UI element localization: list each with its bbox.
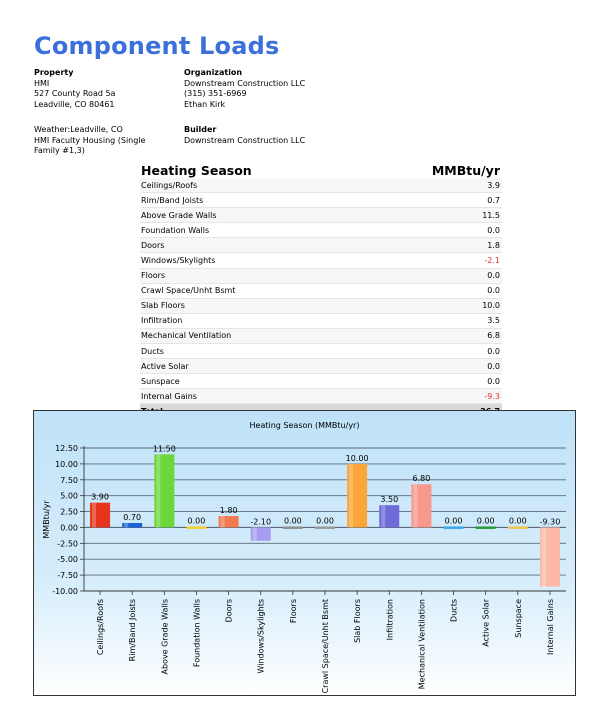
chart-x-tick-label: Sunspace <box>513 599 523 638</box>
chart-y-tick-label: -10.00 <box>52 587 78 596</box>
chart-bar-highlight <box>156 454 160 527</box>
chart-y-tick-label: -2.50 <box>57 539 78 549</box>
chart-bar <box>476 526 496 529</box>
chart-bar-highlight <box>253 527 257 540</box>
chart-bar-highlight <box>542 527 546 586</box>
chart-bar-highlight <box>92 503 96 528</box>
chart-title: Heating Season (MMBtu/yr) <box>249 421 360 430</box>
row-label: Doors <box>140 238 363 253</box>
chart-data-label: 6.80 <box>412 474 431 484</box>
organization-phone: (315) 351-6969 <box>184 89 247 98</box>
row-label: Sunspace <box>140 374 363 389</box>
row-label: Foundation Walls <box>140 223 363 238</box>
chart-data-label: 3.90 <box>91 492 109 502</box>
weather-description: HMI Faculty Housing (Single Family #1,3) <box>34 135 146 155</box>
chart-y-tick-label: 2.50 <box>60 507 78 517</box>
chart-data-label: 0.00 <box>476 516 495 526</box>
row-label: Infiltration <box>140 313 363 328</box>
chart-bar-highlight <box>349 464 353 528</box>
organization-name: Downstream Construction LLC <box>184 78 306 88</box>
chart-y-tick-label: 12.50 <box>55 444 78 453</box>
chart-data-label: 0.00 <box>508 516 527 526</box>
weather-location: Weather:Leadville, CO <box>34 125 123 134</box>
table-body <box>140 178 502 419</box>
row-value: 0.0 <box>363 223 502 238</box>
row-label: Ducts <box>140 344 363 359</box>
chart-data-label: -9.30 <box>539 517 561 527</box>
row-label: Above Grade Walls <box>140 208 363 223</box>
table-unit-heading: MMBtu/yr <box>431 162 500 178</box>
property-name: HMI <box>34 78 50 88</box>
property-heading: Property <box>34 68 74 77</box>
heating-season-chart <box>33 410 576 696</box>
organization-contact: Ethan Kirk <box>184 99 226 109</box>
table-heading: Heating Season <box>141 162 252 178</box>
table-row <box>140 298 502 313</box>
chart-bar-highlight <box>221 516 225 527</box>
row-value: -2.1 <box>363 253 502 268</box>
chart-data-label: 0.00 <box>187 516 206 526</box>
row-label: Floors <box>140 268 363 283</box>
chart-x-tick-label: Infiltration <box>385 599 395 641</box>
chart-bar <box>186 526 206 529</box>
row-value: 0.0 <box>363 344 502 359</box>
chart-y-tick-label: 5.00 <box>60 491 78 501</box>
chart-bar <box>283 526 303 529</box>
chart-y-tick-label: -7.50 <box>57 571 78 581</box>
chart-data-label: 3.50 <box>380 495 399 505</box>
chart-x-tick-label: Internal Gains <box>545 599 555 655</box>
chart-x-tick-label: Foundation Walls <box>192 599 202 668</box>
chart-x-tick-label: Above Grade Walls <box>160 599 170 675</box>
table-row <box>140 389 502 404</box>
organization-block <box>184 68 344 110</box>
property-block <box>34 68 174 110</box>
table-row <box>140 344 502 359</box>
chart-data-label: 0.00 <box>444 516 463 526</box>
chart-x-tick-label: Rim/Band Joists <box>128 599 138 662</box>
organization-heading: Organization <box>184 68 243 77</box>
table-row <box>140 283 502 298</box>
table-row <box>140 238 502 253</box>
chart-data-label: 10.00 <box>345 453 369 463</box>
chart-x-tick-label: Doors <box>224 599 234 623</box>
row-label: Mechanical Ventilation <box>140 328 363 343</box>
chart-x-tick-label: Crawl Space/Unht Bsmt <box>321 599 330 694</box>
chart-x-tick-label: Ducts <box>449 599 459 622</box>
component-loads-table <box>140 162 502 419</box>
row-value: 0.7 <box>363 193 502 208</box>
row-label: Windows/Skylights <box>140 253 363 268</box>
chart-x-tick-label: Ceilings/Roofs <box>96 599 106 656</box>
table-row <box>140 268 502 283</box>
chart-y-tick-label: -5.00 <box>57 555 78 565</box>
row-value: 6.8 <box>363 328 502 343</box>
table-row <box>140 359 502 374</box>
chart-x-tick-label: Mechanical Ventilation <box>417 599 427 690</box>
chart-x-tick-label: Floors <box>288 599 298 624</box>
property-city: Leadville, CO 80461 <box>34 99 115 109</box>
chart-data-label: 1.80 <box>219 506 238 516</box>
chart-x-tick-label: Slab Floors <box>353 599 363 643</box>
property-street: 527 County Road 5a <box>34 89 116 98</box>
chart-data-label: -2.10 <box>250 517 272 527</box>
chart-bar <box>508 526 528 529</box>
weather-block <box>34 125 176 157</box>
builder-heading: Builder <box>184 125 217 134</box>
chart-data-label: 0.00 <box>283 516 302 526</box>
chart-y-tick-label: 0.00 <box>60 523 78 533</box>
chart-y-tick-label: 10.00 <box>55 459 78 469</box>
row-value: -9.3 <box>363 389 502 404</box>
chart-bar-highlight <box>381 505 385 527</box>
row-value: 3.9 <box>363 178 502 193</box>
row-label: Crawl Space/Unht Bsmt <box>140 283 363 298</box>
chart-data-label: 11.50 <box>152 444 176 454</box>
table-row <box>140 328 502 343</box>
chart-data-label: 0.00 <box>316 516 334 526</box>
table-row <box>140 193 502 208</box>
table-row <box>140 223 502 238</box>
table-row <box>140 178 502 193</box>
chart-data-label: 0.70 <box>123 512 142 522</box>
table-row <box>140 253 502 268</box>
chart-x-tick-label: Active Solar <box>481 599 491 647</box>
table-row <box>140 208 502 223</box>
chart-svg <box>34 411 575 695</box>
row-label: Internal Gains <box>140 389 363 404</box>
chart-bar-highlight <box>413 484 417 527</box>
chart-bar <box>315 526 335 529</box>
page-title: Component Loads <box>34 32 280 60</box>
chart-bar-highlight <box>124 523 128 527</box>
builder-block <box>184 125 344 146</box>
row-label: Active Solar <box>140 359 363 374</box>
row-value: 0.0 <box>363 374 502 389</box>
row-label: Slab Floors <box>140 298 363 313</box>
row-value: 1.8 <box>363 238 502 253</box>
table-row <box>140 374 502 389</box>
row-label: Rim/Band Joists <box>140 193 363 208</box>
table-header-row <box>140 162 502 178</box>
table-row <box>140 313 502 328</box>
row-value: 0.0 <box>363 283 502 298</box>
row-value: 0.0 <box>363 268 502 283</box>
builder-name: Downstream Construction LLC <box>184 135 306 145</box>
chart-y-axis-label: MMBtu/yr <box>42 500 51 539</box>
row-value: 3.5 <box>363 313 502 328</box>
row-value: 0.0 <box>363 359 502 374</box>
row-value: 10.0 <box>363 298 502 313</box>
chart-x-tick-label: Windows/Skylights <box>256 599 266 674</box>
chart-bar <box>444 526 464 529</box>
row-value: 11.5 <box>363 208 502 223</box>
chart-y-tick-label: 7.50 <box>60 475 78 485</box>
row-label: Ceilings/Roofs <box>140 178 363 193</box>
